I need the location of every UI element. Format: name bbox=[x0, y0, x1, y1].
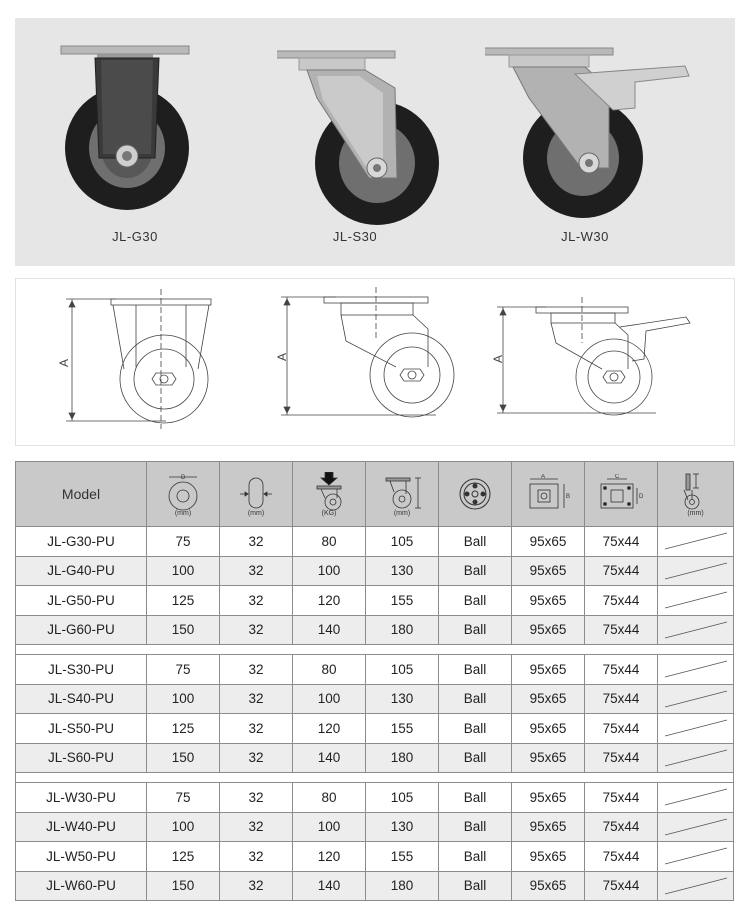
dimension-drawings-icon bbox=[16, 279, 736, 447]
diameter-cell: 75 bbox=[147, 783, 220, 813]
height-cell: 130 bbox=[366, 684, 439, 714]
separator-cell bbox=[16, 773, 734, 783]
diagonal-strike-icon bbox=[661, 530, 731, 552]
table-row bbox=[16, 783, 734, 813]
bearing-cell: Ball bbox=[439, 783, 512, 813]
load-cell: 140 bbox=[293, 743, 366, 773]
load-cell: 120 bbox=[293, 586, 366, 616]
brake-dim-label: A bbox=[491, 354, 505, 363]
stem-header bbox=[658, 462, 734, 527]
table-row bbox=[16, 556, 734, 586]
empty-stem-cell bbox=[658, 556, 734, 586]
holes-cell: 75x44 bbox=[585, 871, 658, 901]
unit-label: (mm) bbox=[687, 509, 704, 517]
diameter-cell: 100 bbox=[147, 684, 220, 714]
swivel-caster-icon bbox=[277, 18, 477, 228]
unit-label: (mm) bbox=[174, 509, 192, 517]
bearing-cell: Ball bbox=[439, 812, 512, 842]
height-header bbox=[366, 462, 439, 527]
diameter-cell: 125 bbox=[147, 714, 220, 744]
load-arrow-icon bbox=[307, 472, 351, 512]
hole-spacing-header bbox=[585, 462, 658, 527]
height-cell: 180 bbox=[366, 743, 439, 773]
diagonal-strike-icon bbox=[661, 717, 731, 739]
model-cell: JL-S60-PU bbox=[16, 743, 147, 773]
width-cell: 32 bbox=[220, 684, 293, 714]
height-cell: 105 bbox=[366, 527, 439, 557]
table-row bbox=[16, 586, 734, 616]
plate-cell: 95x65 bbox=[512, 842, 585, 872]
height-icon bbox=[380, 472, 424, 512]
plate-cell: 95x65 bbox=[512, 684, 585, 714]
model-cell: JL-G50-PU bbox=[16, 586, 147, 616]
holes-cell: 75x44 bbox=[585, 714, 658, 744]
plate-size-icon bbox=[522, 474, 574, 514]
bearing-cell: Ball bbox=[439, 714, 512, 744]
diagonal-strike-icon bbox=[661, 747, 731, 769]
svg-text:D: D bbox=[639, 494, 644, 500]
svg-text:A: A bbox=[541, 474, 546, 480]
bearing-cell: Ball bbox=[439, 743, 512, 773]
unit-label: (mm) bbox=[247, 509, 265, 517]
height-cell: 180 bbox=[366, 615, 439, 645]
unit-label: (KG) bbox=[321, 509, 337, 517]
bearing-cell: Ball bbox=[439, 684, 512, 714]
plate-cell: 95x65 bbox=[512, 714, 585, 744]
width-cell: 32 bbox=[220, 714, 293, 744]
diameter-cell: 150 bbox=[147, 743, 220, 773]
load-capacity-header bbox=[293, 462, 366, 527]
bearing-cell: Ball bbox=[439, 842, 512, 872]
model-cell: JL-G60-PU bbox=[16, 615, 147, 645]
model-cell: JL-W60-PU bbox=[16, 871, 147, 901]
model-cell: JL-S50-PU bbox=[16, 714, 147, 744]
height-cell: 155 bbox=[366, 842, 439, 872]
plate-size-header bbox=[512, 462, 585, 527]
swivel-drawing bbox=[275, 287, 454, 417]
table-row bbox=[16, 871, 734, 901]
width-cell: 32 bbox=[220, 812, 293, 842]
height-cell: 155 bbox=[366, 714, 439, 744]
plate-cell: 95x65 bbox=[512, 812, 585, 842]
table-row bbox=[16, 842, 734, 872]
plate-cell: 95x65 bbox=[512, 615, 585, 645]
wheel-diameter-header bbox=[147, 462, 220, 527]
diagonal-strike-icon bbox=[661, 845, 731, 867]
wheel-width-icon bbox=[234, 472, 278, 512]
rigid-dim-label: A bbox=[57, 358, 71, 367]
height-cell: 105 bbox=[366, 655, 439, 685]
empty-stem-cell bbox=[658, 812, 734, 842]
diameter-cell: 100 bbox=[147, 812, 220, 842]
model-cell: JL-W30-PU bbox=[16, 783, 147, 813]
load-cell: 80 bbox=[293, 527, 366, 557]
model-cell: JL-G30-PU bbox=[16, 527, 147, 557]
holes-cell: 75x44 bbox=[585, 556, 658, 586]
product-photos bbox=[15, 18, 735, 266]
diagonal-strike-icon bbox=[661, 786, 731, 808]
diagonal-strike-icon bbox=[661, 658, 731, 680]
load-cell: 100 bbox=[293, 812, 366, 842]
model-cell: JL-S30-PU bbox=[16, 655, 147, 685]
empty-stem-cell bbox=[658, 615, 734, 645]
table-row bbox=[16, 714, 734, 744]
swivel-caster-photo bbox=[277, 18, 477, 266]
width-cell: 32 bbox=[220, 842, 293, 872]
diameter-cell: 125 bbox=[147, 842, 220, 872]
empty-stem-cell bbox=[658, 743, 734, 773]
bearing-cell: Ball bbox=[439, 556, 512, 586]
holes-cell: 75x44 bbox=[585, 783, 658, 813]
brake-caster-photo bbox=[485, 18, 685, 266]
empty-stem-cell bbox=[658, 871, 734, 901]
bearing-cell: Ball bbox=[439, 615, 512, 645]
load-cell: 80 bbox=[293, 655, 366, 685]
empty-stem-cell bbox=[658, 842, 734, 872]
holes-cell: 75x44 bbox=[585, 655, 658, 685]
holes-cell: 75x44 bbox=[585, 684, 658, 714]
load-cell: 120 bbox=[293, 714, 366, 744]
separator-cell bbox=[16, 645, 734, 655]
diagonal-strike-icon bbox=[661, 619, 731, 641]
bearing-header bbox=[439, 462, 512, 527]
plate-cell: 95x65 bbox=[512, 783, 585, 813]
width-cell: 32 bbox=[220, 743, 293, 773]
load-cell: 80 bbox=[293, 783, 366, 813]
width-cell: 32 bbox=[220, 586, 293, 616]
rigid-caster-caption: JL-G30 bbox=[112, 229, 158, 244]
technical-drawings bbox=[15, 278, 735, 446]
table-header-row bbox=[16, 462, 734, 527]
model-cell: JL-W40-PU bbox=[16, 812, 147, 842]
brake-caster-caption: JL-W30 bbox=[561, 229, 609, 244]
brake-drawing bbox=[491, 297, 690, 415]
empty-stem-cell bbox=[658, 783, 734, 813]
bearing-icon bbox=[453, 474, 497, 514]
hole-spacing-icon bbox=[595, 474, 647, 514]
width-cell: 32 bbox=[220, 527, 293, 557]
table-row bbox=[16, 743, 734, 773]
model-cell: JL-S40-PU bbox=[16, 684, 147, 714]
wheel-width-header bbox=[220, 462, 293, 527]
width-cell: 32 bbox=[220, 615, 293, 645]
svg-text:B: B bbox=[566, 494, 571, 500]
table-row bbox=[16, 812, 734, 842]
height-cell: 130 bbox=[366, 812, 439, 842]
swivel-dim-label: A bbox=[275, 352, 289, 361]
threaded-stem-icon bbox=[674, 472, 718, 512]
width-cell: 32 bbox=[220, 783, 293, 813]
diameter-cell: 75 bbox=[147, 527, 220, 557]
group-separator bbox=[16, 645, 734, 655]
plate-cell: 95x65 bbox=[512, 556, 585, 586]
plate-cell: 95x65 bbox=[512, 743, 585, 773]
diameter-cell: 100 bbox=[147, 556, 220, 586]
diagonal-strike-icon bbox=[661, 688, 731, 710]
diameter-cell: 150 bbox=[147, 615, 220, 645]
load-cell: 100 bbox=[293, 556, 366, 586]
holes-cell: 75x44 bbox=[585, 615, 658, 645]
height-cell: 105 bbox=[366, 783, 439, 813]
empty-stem-cell bbox=[658, 527, 734, 557]
diameter-cell: 150 bbox=[147, 871, 220, 901]
holes-cell: 75x44 bbox=[585, 743, 658, 773]
unit-label: (mm) bbox=[393, 509, 411, 517]
holes-cell: 75x44 bbox=[585, 812, 658, 842]
holes-cell: 75x44 bbox=[585, 842, 658, 872]
holes-cell: 75x44 bbox=[585, 586, 658, 616]
bearing-cell: Ball bbox=[439, 527, 512, 557]
group-separator bbox=[16, 773, 734, 783]
table-row bbox=[16, 655, 734, 685]
diameter-cell: 75 bbox=[147, 655, 220, 685]
rigid-caster-photo bbox=[35, 18, 235, 266]
height-cell: 155 bbox=[366, 586, 439, 616]
diagonal-strike-icon bbox=[661, 816, 731, 838]
swivel-caster-caption: JL-S30 bbox=[332, 229, 378, 244]
rigid-drawing bbox=[57, 289, 211, 429]
load-cell: 140 bbox=[293, 871, 366, 901]
model-cell: JL-W50-PU bbox=[16, 842, 147, 872]
load-cell: 140 bbox=[293, 615, 366, 645]
model-header: Model bbox=[16, 462, 147, 527]
wheel-diameter-icon bbox=[161, 472, 205, 512]
height-cell: 180 bbox=[366, 871, 439, 901]
empty-stem-cell bbox=[658, 586, 734, 616]
table-row bbox=[16, 615, 734, 645]
width-cell: 32 bbox=[220, 871, 293, 901]
width-cell: 32 bbox=[220, 655, 293, 685]
svg-text:D: D bbox=[181, 474, 186, 481]
svg-text:C: C bbox=[615, 474, 620, 480]
height-cell: 130 bbox=[366, 556, 439, 586]
holes-cell: 75x44 bbox=[585, 527, 658, 557]
bearing-cell: Ball bbox=[439, 586, 512, 616]
diameter-cell: 125 bbox=[147, 586, 220, 616]
plate-cell: 95x65 bbox=[512, 871, 585, 901]
plate-cell: 95x65 bbox=[512, 655, 585, 685]
table-row bbox=[16, 684, 734, 714]
table-row bbox=[16, 527, 734, 557]
model-cell: JL-G40-PU bbox=[16, 556, 147, 586]
diagonal-strike-icon bbox=[661, 560, 731, 582]
bearing-cell: Ball bbox=[439, 871, 512, 901]
empty-stem-cell bbox=[658, 684, 734, 714]
rigid-caster-icon bbox=[35, 18, 235, 228]
width-cell: 32 bbox=[220, 556, 293, 586]
spec-table bbox=[15, 461, 734, 901]
load-cell: 120 bbox=[293, 842, 366, 872]
brake-caster-icon bbox=[485, 18, 705, 228]
bearing-cell: Ball bbox=[439, 655, 512, 685]
empty-stem-cell bbox=[658, 655, 734, 685]
plate-cell: 95x65 bbox=[512, 586, 585, 616]
diagonal-strike-icon bbox=[661, 589, 731, 611]
plate-cell: 95x65 bbox=[512, 527, 585, 557]
diagonal-strike-icon bbox=[661, 875, 731, 897]
empty-stem-cell bbox=[658, 714, 734, 744]
load-cell: 100 bbox=[293, 684, 366, 714]
